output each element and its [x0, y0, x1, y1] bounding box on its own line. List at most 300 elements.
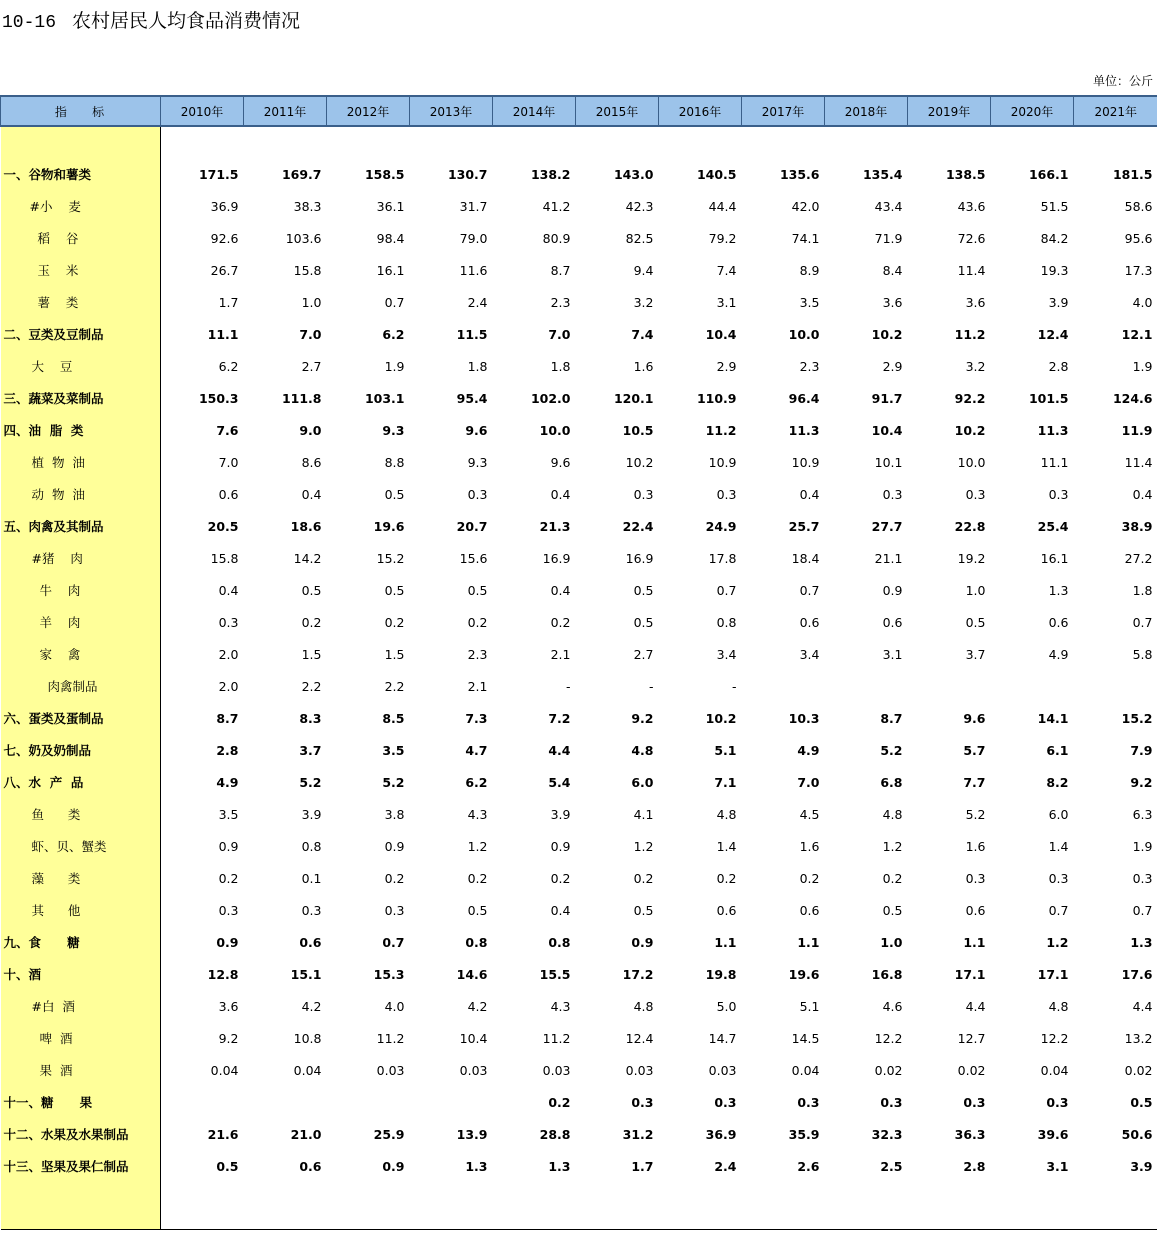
value-cell: 0.04 — [791, 1062, 820, 1078]
row-label: 四、油 脂 类 — [1, 414, 161, 446]
value-cell: 0.9 — [384, 838, 405, 854]
row-label: #猪 肉 — [1, 542, 161, 574]
table-row — [1, 1150, 1157, 1182]
value-cell: 1.0 — [301, 294, 322, 310]
value-cell: 0.02 — [1124, 1062, 1153, 1078]
value-cell: 26.7 — [210, 262, 239, 278]
value-cell: 0.2 — [301, 614, 322, 630]
value-cell — [410, 1086, 493, 1118]
value-cell: 3.5 — [799, 294, 820, 310]
value-cell: 0.6 — [799, 902, 820, 918]
table-row — [1, 478, 1157, 510]
value-cell: 5.2 — [965, 806, 986, 822]
value-cell: 4.0 — [384, 998, 405, 1014]
value-cell: 0.6 — [882, 614, 903, 630]
header-year: 2012年 — [327, 96, 410, 126]
spacer-cell — [161, 126, 1157, 158]
value-cell: 98.4 — [376, 230, 405, 246]
table-row — [1, 766, 1157, 798]
value-cell: 42.0 — [791, 198, 820, 214]
value-cell: 7.9 — [1130, 742, 1153, 758]
value-cell: 3.6 — [882, 294, 903, 310]
value-cell — [161, 1086, 244, 1118]
value-cell: 0.3 — [882, 486, 903, 502]
value-cell: 0.6 — [299, 1158, 322, 1174]
value-cell: 3.6 — [218, 998, 239, 1014]
value-cell: 2.7 — [633, 646, 654, 662]
value-cell: 8.7 — [550, 262, 571, 278]
value-cell: 9.6 — [550, 454, 571, 470]
value-cell: 3.7 — [965, 646, 986, 662]
value-cell: 0.3 — [301, 902, 322, 918]
value-cell: 0.8 — [465, 934, 488, 950]
value-cell: 0.2 — [467, 870, 488, 886]
table-row — [1, 1022, 1157, 1054]
header-year: 2018年 — [825, 96, 908, 126]
value-cell: 0.3 — [880, 1094, 903, 1110]
value-cell: 10.4 — [871, 422, 903, 438]
value-cell: 15.3 — [373, 966, 405, 982]
value-cell: 19.6 — [788, 966, 820, 982]
value-cell: 3.4 — [799, 646, 820, 662]
indicator-cell — [1, 126, 161, 158]
row-label: 八、水 产 品 — [1, 766, 161, 798]
value-cell: 18.6 — [290, 518, 322, 534]
value-cell: 11.2 — [954, 326, 986, 342]
value-cell: 1.2 — [633, 838, 654, 854]
table-row — [1, 350, 1157, 382]
value-cell: 7.4 — [631, 326, 654, 342]
value-cell: 0.7 — [1132, 902, 1153, 918]
value-cell: 5.2 — [299, 774, 322, 790]
value-cell: 0.3 — [1132, 870, 1153, 886]
row-label: 稻 谷 — [1, 222, 161, 254]
value-cell: 124.6 — [1112, 390, 1153, 406]
value-cell: 0.7 — [1132, 614, 1153, 630]
value-cell: 79.0 — [459, 230, 488, 246]
value-cell: 96.4 — [788, 390, 820, 406]
value-cell: 1.2 — [467, 838, 488, 854]
value-cell: 21.6 — [207, 1126, 239, 1142]
row-label: #白 酒 — [1, 990, 161, 1022]
value-cell: 7.7 — [963, 774, 986, 790]
table-row — [1, 414, 1157, 446]
value-cell: 11.3 — [788, 422, 820, 438]
value-cell: 11.2 — [705, 422, 737, 438]
value-cell: 171.5 — [198, 166, 239, 182]
value-cell: 14.7 — [708, 1030, 737, 1046]
value-cell: 103.1 — [364, 390, 405, 406]
value-cell: 2.1 — [467, 678, 488, 694]
value-cell: - — [648, 678, 654, 694]
value-cell: 4.2 — [301, 998, 322, 1014]
table-number: 10-16 — [2, 13, 57, 33]
bottom-cell — [161, 1182, 1157, 1230]
value-cell: 9.2 — [1130, 774, 1153, 790]
value-cell: 4.9 — [216, 774, 239, 790]
table-row — [1, 606, 1157, 638]
value-cell: 0.5 — [467, 902, 488, 918]
header-indicator: 指 标 — [1, 96, 161, 126]
value-cell: 9.3 — [467, 454, 488, 470]
value-cell: 1.7 — [218, 294, 239, 310]
value-cell: 51.5 — [1040, 198, 1069, 214]
value-cell: 0.2 — [550, 870, 571, 886]
value-cell: 0.3 — [384, 902, 405, 918]
value-cell: 25.9 — [373, 1126, 405, 1142]
value-cell: 21.3 — [539, 518, 571, 534]
value-cell: 12.8 — [207, 966, 239, 982]
row-label: 一、谷物和薯类 — [1, 158, 161, 190]
value-cell: 0.1 — [301, 870, 322, 886]
table-row — [1, 1086, 1157, 1118]
value-cell: 91.7 — [871, 390, 903, 406]
value-cell: 1.4 — [1048, 838, 1069, 854]
value-cell: 3.5 — [382, 742, 405, 758]
value-cell: 5.8 — [1132, 646, 1153, 662]
value-cell: 138.5 — [945, 166, 986, 182]
value-cell: 103.6 — [285, 230, 322, 246]
value-cell: 31.7 — [459, 198, 488, 214]
value-cell: 0.02 — [957, 1062, 986, 1078]
value-cell: 2.9 — [882, 358, 903, 374]
value-cell: 0.02 — [874, 1062, 903, 1078]
value-cell: 0.03 — [459, 1062, 488, 1078]
value-cell: 24.9 — [705, 518, 737, 534]
row-label: 虾、贝、蟹类 — [1, 830, 161, 862]
value-cell: 12.2 — [874, 1030, 903, 1046]
value-cell: 1.5 — [301, 646, 322, 662]
value-cell: 11.1 — [1040, 454, 1069, 470]
value-cell: 32.3 — [871, 1126, 903, 1142]
row-label: 其 他 — [1, 894, 161, 926]
table-row — [1, 318, 1157, 350]
value-cell: 2.8 — [963, 1158, 986, 1174]
row-label: 十一、糖 果 — [1, 1086, 161, 1118]
value-cell: 2.8 — [1048, 358, 1069, 374]
row-label: 玉 米 — [1, 254, 161, 286]
value-cell: 0.2 — [550, 614, 571, 630]
value-cell: 110.9 — [696, 390, 737, 406]
value-cell: 1.2 — [882, 838, 903, 854]
value-cell: 19.2 — [957, 550, 986, 566]
value-cell: 6.2 — [382, 326, 405, 342]
value-cell — [742, 670, 825, 702]
value-cell: 14.5 — [791, 1030, 820, 1046]
value-cell: 0.9 — [216, 934, 239, 950]
value-cell: 0.3 — [467, 486, 488, 502]
value-cell: 12.1 — [1121, 326, 1153, 342]
value-cell: 21.1 — [874, 550, 903, 566]
value-cell: 1.0 — [965, 582, 986, 598]
value-cell: 3.1 — [716, 294, 737, 310]
value-cell: 95.6 — [1124, 230, 1153, 246]
value-cell: 72.6 — [957, 230, 986, 246]
row-label: 鱼 类 — [1, 798, 161, 830]
value-cell: 0.2 — [384, 870, 405, 886]
value-cell: 0.8 — [716, 614, 737, 630]
value-cell: 1.9 — [1132, 358, 1153, 374]
value-cell: 6.2 — [465, 774, 488, 790]
value-cell: 8.9 — [799, 262, 820, 278]
value-cell: 38.3 — [293, 198, 322, 214]
value-cell: 4.8 — [882, 806, 903, 822]
value-cell: 4.4 — [1132, 998, 1153, 1014]
value-cell: 36.3 — [954, 1126, 986, 1142]
value-cell: 0.6 — [1048, 614, 1069, 630]
value-cell: 74.1 — [791, 230, 820, 246]
value-cell: 0.03 — [542, 1062, 571, 1078]
value-cell: 0.4 — [1132, 486, 1153, 502]
table-row — [1, 958, 1157, 990]
row-label: 大 豆 — [1, 350, 161, 382]
value-cell: 9.6 — [465, 422, 488, 438]
value-cell: 6.2 — [218, 358, 239, 374]
value-cell: 17.8 — [708, 550, 737, 566]
value-cell: 8.2 — [1046, 774, 1069, 790]
value-cell: 8.7 — [216, 710, 239, 726]
value-cell: 0.2 — [633, 870, 654, 886]
value-cell: 11.4 — [957, 262, 986, 278]
header-year: 2021年 — [1074, 96, 1157, 126]
value-cell: 17.1 — [954, 966, 986, 982]
value-cell: 19.6 — [373, 518, 405, 534]
value-cell: 2.6 — [797, 1158, 820, 1174]
value-cell: 0.4 — [218, 582, 239, 598]
header-year: 2019年 — [908, 96, 991, 126]
value-cell: 11.9 — [1121, 422, 1153, 438]
value-cell: 71.9 — [874, 230, 903, 246]
value-cell: 3.6 — [965, 294, 986, 310]
value-cell: 111.8 — [281, 390, 322, 406]
value-cell: 4.9 — [1048, 646, 1069, 662]
value-cell: 0.2 — [716, 870, 737, 886]
table-row — [1, 446, 1157, 478]
value-cell: 20.5 — [207, 518, 239, 534]
table-row — [1, 286, 1157, 318]
table-row — [1, 798, 1157, 830]
value-cell: 0.2 — [467, 614, 488, 630]
value-cell: 4.8 — [633, 998, 654, 1014]
value-cell: 9.6 — [963, 710, 986, 726]
value-cell: - — [731, 678, 737, 694]
value-cell: 3.2 — [633, 294, 654, 310]
value-cell: 11.4 — [1124, 454, 1153, 470]
value-cell: 0.5 — [633, 614, 654, 630]
value-cell: 15.2 — [376, 550, 405, 566]
table-title: 农村居民人均食品消费情况 — [72, 10, 301, 32]
value-cell: 0.5 — [1130, 1094, 1153, 1110]
header-year: 2011年 — [244, 96, 327, 126]
value-cell: 14.6 — [456, 966, 488, 982]
value-cell: 36.9 — [210, 198, 239, 214]
row-label: 五、肉禽及其制品 — [1, 510, 161, 542]
row-label: #小 麦 — [1, 190, 161, 222]
value-cell: 2.3 — [467, 646, 488, 662]
value-cell: 0.3 — [963, 1094, 986, 1110]
page-title — [2, 6, 300, 33]
value-cell: 1.1 — [714, 934, 737, 950]
value-cell: 9.2 — [631, 710, 654, 726]
value-cell: 1.0 — [880, 934, 903, 950]
row-label: 牛 肉 — [1, 574, 161, 606]
value-cell: 36.1 — [376, 198, 405, 214]
value-cell: 0.5 — [384, 582, 405, 598]
value-cell: 2.2 — [384, 678, 405, 694]
value-cell: 15.8 — [210, 550, 239, 566]
value-cell: 17.1 — [1037, 966, 1069, 982]
value-cell: 0.03 — [708, 1062, 737, 1078]
value-cell: 10.8 — [293, 1030, 322, 1046]
value-cell: 10.0 — [788, 326, 820, 342]
value-cell: 1.9 — [384, 358, 405, 374]
value-cell: 0.3 — [1046, 1094, 1069, 1110]
value-cell: 1.3 — [1130, 934, 1153, 950]
value-cell: 3.1 — [882, 646, 903, 662]
value-cell: 2.4 — [467, 294, 488, 310]
value-cell: 0.03 — [625, 1062, 654, 1078]
value-cell: 1.7 — [631, 1158, 654, 1174]
value-cell: 20.7 — [456, 518, 488, 534]
value-cell: 138.2 — [530, 166, 571, 182]
value-cell: 0.6 — [716, 902, 737, 918]
value-cell: 0.3 — [965, 870, 986, 886]
value-cell: 0.4 — [550, 582, 571, 598]
value-cell: 36.9 — [705, 1126, 737, 1142]
value-cell: 120.1 — [613, 390, 654, 406]
value-cell: 3.9 — [301, 806, 322, 822]
table-row — [1, 862, 1157, 894]
value-cell: 14.2 — [293, 550, 322, 566]
value-cell: 0.7 — [716, 582, 737, 598]
value-cell — [1074, 670, 1157, 702]
value-cell: 10.0 — [539, 422, 571, 438]
value-cell: 31.2 — [622, 1126, 654, 1142]
row-label: 十二、水果及水果制品 — [1, 1118, 161, 1150]
value-cell: 0.04 — [1040, 1062, 1069, 1078]
value-cell: 1.1 — [963, 934, 986, 950]
value-cell: 4.9 — [797, 742, 820, 758]
food-consumption-table — [0, 95, 1157, 1230]
value-cell: 0.04 — [210, 1062, 239, 1078]
value-cell: 0.8 — [548, 934, 571, 950]
value-cell: 13.2 — [1124, 1030, 1153, 1046]
value-cell: 143.0 — [613, 166, 654, 182]
value-cell: 1.3 — [465, 1158, 488, 1174]
unit-label: 单位：公斤 — [1092, 74, 1153, 88]
table-row — [1, 158, 1157, 190]
value-cell: 2.5 — [880, 1158, 903, 1174]
value-cell: 13.9 — [456, 1126, 488, 1142]
value-cell: 12.7 — [957, 1030, 986, 1046]
value-cell: 8.8 — [384, 454, 405, 470]
value-cell: 2.8 — [216, 742, 239, 758]
row-label: 动 物 油 — [1, 478, 161, 510]
value-cell: 3.7 — [299, 742, 322, 758]
value-cell: 0.5 — [633, 902, 654, 918]
value-cell: 1.6 — [965, 838, 986, 854]
value-cell: 7.3 — [465, 710, 488, 726]
row-label: 藻 类 — [1, 862, 161, 894]
value-cell: 0.5 — [216, 1158, 239, 1174]
value-cell: 1.1 — [797, 934, 820, 950]
row-label: 十三、坚果及果仁制品 — [1, 1150, 161, 1182]
value-cell: 0.3 — [631, 1094, 654, 1110]
indicator-cell — [1, 1182, 161, 1230]
value-cell: 1.5 — [384, 646, 405, 662]
table-row — [1, 1118, 1157, 1150]
value-cell: 8.6 — [301, 454, 322, 470]
value-cell: 0.2 — [548, 1094, 571, 1110]
header-year: 2016年 — [659, 96, 742, 126]
value-cell: 11.1 — [207, 326, 239, 342]
value-cell: 102.0 — [530, 390, 571, 406]
table-row — [1, 1054, 1157, 1086]
value-cell: 0.5 — [467, 582, 488, 598]
value-cell: 0.4 — [550, 486, 571, 502]
value-cell: 0.3 — [1048, 870, 1069, 886]
row-label: 肉禽制品 — [1, 670, 161, 702]
value-cell: 0.9 — [218, 838, 239, 854]
value-cell: 27.2 — [1124, 550, 1153, 566]
value-cell: 15.1 — [290, 966, 322, 982]
table-row — [1, 926, 1157, 958]
value-cell: 42.3 — [625, 198, 654, 214]
value-cell: 0.2 — [882, 870, 903, 886]
header-year: 2013年 — [410, 96, 493, 126]
value-cell: 0.5 — [384, 486, 405, 502]
value-cell: 8.4 — [882, 262, 903, 278]
value-cell: 82.5 — [625, 230, 654, 246]
value-cell: 12.4 — [625, 1030, 654, 1046]
row-label: 植 物 油 — [1, 446, 161, 478]
table-row — [1, 510, 1157, 542]
row-label: 果 酒 — [1, 1054, 161, 1086]
value-cell: 5.0 — [716, 998, 737, 1014]
value-cell: 8.3 — [299, 710, 322, 726]
value-cell: 0.3 — [716, 486, 737, 502]
table-row — [1, 670, 1157, 702]
row-label: 二、豆类及豆制品 — [1, 318, 161, 350]
value-cell: 16.9 — [542, 550, 571, 566]
value-cell: 15.8 — [293, 262, 322, 278]
value-cell: 10.4 — [705, 326, 737, 342]
value-cell: 0.5 — [633, 582, 654, 598]
value-cell: 3.8 — [384, 806, 405, 822]
value-cell: 7.2 — [548, 710, 571, 726]
value-cell: 140.5 — [696, 166, 737, 182]
value-cell: 7.0 — [218, 454, 239, 470]
value-cell: 10.5 — [622, 422, 654, 438]
value-cell: 80.9 — [542, 230, 571, 246]
value-cell: 150.3 — [198, 390, 239, 406]
value-cell: 5.4 — [548, 774, 571, 790]
value-cell: 15.6 — [459, 550, 488, 566]
table-row — [1, 542, 1157, 574]
value-cell: 0.6 — [799, 614, 820, 630]
value-cell: 10.2 — [705, 710, 737, 726]
value-cell: 4.0 — [1132, 294, 1153, 310]
value-cell: 1.8 — [550, 358, 571, 374]
value-cell: 11.3 — [1037, 422, 1069, 438]
table-row — [1, 702, 1157, 734]
value-cell: 3.1 — [1046, 1158, 1069, 1174]
table-row — [1, 990, 1157, 1022]
value-cell: 10.9 — [708, 454, 737, 470]
value-cell: 4.8 — [631, 742, 654, 758]
header-year: 2010年 — [161, 96, 244, 126]
value-cell: 12.2 — [1040, 1030, 1069, 1046]
